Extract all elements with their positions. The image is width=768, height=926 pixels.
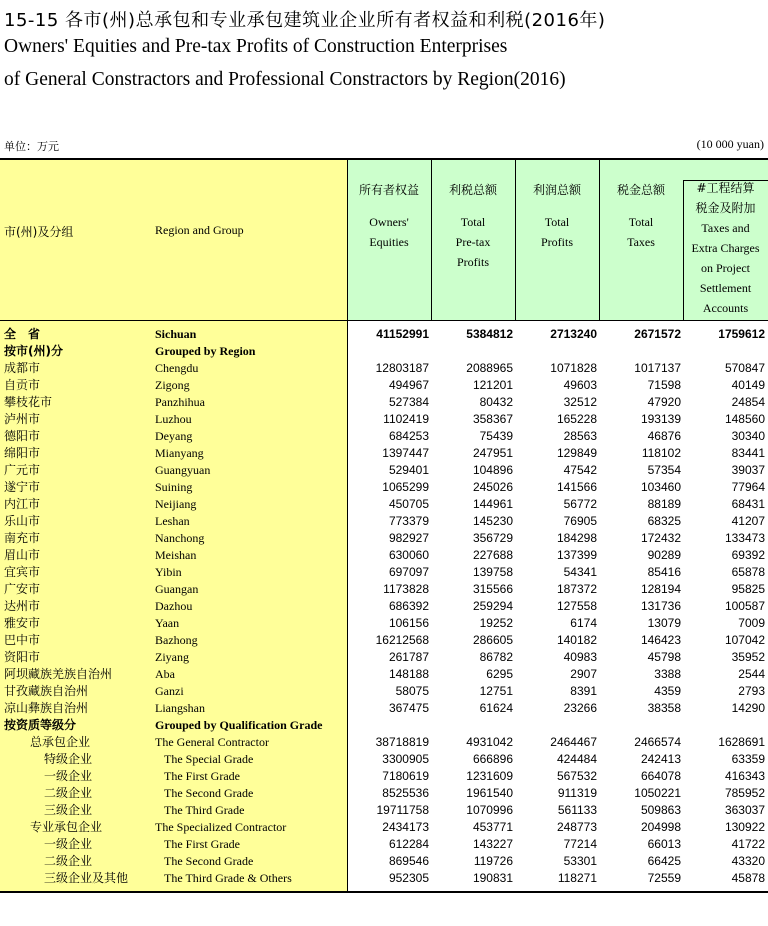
row-label-english: Liangshan bbox=[155, 701, 205, 715]
row-value: 129849 bbox=[556, 446, 597, 460]
row-value: 509863 bbox=[640, 803, 681, 817]
row-value: 286605 bbox=[472, 633, 513, 647]
row-value: 424484 bbox=[556, 752, 597, 766]
table-row bbox=[0, 751, 768, 768]
table-row bbox=[0, 445, 768, 462]
row-value: 45878 bbox=[731, 871, 765, 885]
row-value: 261787 bbox=[388, 650, 429, 664]
bottom-rule bbox=[0, 891, 768, 893]
row-value: 567532 bbox=[556, 769, 597, 783]
row-value: 612284 bbox=[388, 837, 429, 851]
row-label-chinese: 全 省 bbox=[4, 327, 41, 341]
row-value: 7180619 bbox=[382, 769, 429, 783]
row-value: 30340 bbox=[731, 429, 765, 443]
row-value: 103460 bbox=[640, 480, 681, 494]
row-label-chinese: 宜宾市 bbox=[4, 565, 41, 579]
table-row bbox=[0, 377, 768, 394]
row-value: 68325 bbox=[647, 514, 681, 528]
table-row bbox=[0, 394, 768, 411]
row-value: 869546 bbox=[388, 854, 429, 868]
row-value: 41722 bbox=[731, 837, 765, 851]
row-value: 127558 bbox=[556, 599, 597, 613]
row-label-chinese: 二级企业 bbox=[44, 854, 93, 868]
row-label-english: Mianyang bbox=[155, 446, 204, 460]
row-value: 133473 bbox=[724, 531, 765, 545]
row-value: 773379 bbox=[388, 514, 429, 528]
row-value: 1628691 bbox=[718, 735, 765, 749]
row-label-english: The Special Grade bbox=[164, 752, 254, 766]
row-value: 35952 bbox=[731, 650, 765, 664]
row-label-english: Nanchong bbox=[155, 531, 205, 545]
row-label-english: Guangan bbox=[155, 582, 199, 596]
table-row bbox=[0, 428, 768, 445]
row-value: 39037 bbox=[731, 463, 765, 477]
row-label-chinese: 达州市 bbox=[4, 599, 41, 613]
table-row bbox=[0, 462, 768, 479]
row-value: 2713240 bbox=[550, 327, 597, 341]
row-value: 146423 bbox=[640, 633, 681, 647]
table-row bbox=[0, 853, 768, 870]
row-value: 140182 bbox=[556, 633, 597, 647]
row-value: 570847 bbox=[724, 361, 765, 375]
row-value: 416343 bbox=[724, 769, 765, 783]
row-value: 1397447 bbox=[382, 446, 429, 460]
row-value: 2793 bbox=[738, 684, 765, 698]
row-value: 245026 bbox=[472, 480, 513, 494]
header-cn: 所有者权益 bbox=[358, 183, 419, 197]
header-en-line: Owners' bbox=[369, 215, 409, 229]
row-label-chinese: 二级企业 bbox=[44, 786, 93, 800]
row-value: 2464467 bbox=[550, 735, 597, 749]
table-row bbox=[0, 513, 768, 530]
table-row bbox=[0, 649, 768, 666]
row-value: 204998 bbox=[640, 820, 681, 834]
row-label-chinese: 特级企业 bbox=[44, 752, 93, 766]
row-value: 227688 bbox=[472, 548, 513, 562]
table-row bbox=[0, 632, 768, 649]
row-value: 4359 bbox=[654, 684, 681, 698]
header-settlement-taxes bbox=[683, 160, 768, 320]
row-value: 45798 bbox=[647, 650, 681, 664]
row-value: 38358 bbox=[647, 701, 681, 715]
header-region-english: Region and Group bbox=[155, 223, 244, 237]
row-value: 66013 bbox=[647, 837, 681, 851]
row-value: 2671572 bbox=[634, 327, 681, 341]
row-value: 2088965 bbox=[466, 361, 513, 375]
row-value: 1065299 bbox=[382, 480, 429, 494]
row-value: 119726 bbox=[473, 854, 513, 868]
row-value: 121201 bbox=[472, 378, 513, 392]
row-value: 5384812 bbox=[466, 327, 513, 341]
table-row bbox=[0, 717, 768, 734]
header-total-profits bbox=[515, 160, 599, 320]
row-value: 242413 bbox=[640, 752, 681, 766]
row-value: 38718819 bbox=[375, 735, 429, 749]
row-value: 66425 bbox=[647, 854, 681, 868]
row-value: 315566 bbox=[472, 582, 513, 596]
row-value: 2466574 bbox=[634, 735, 681, 749]
table-row bbox=[0, 564, 768, 581]
row-value: 47542 bbox=[563, 463, 597, 477]
table-row bbox=[0, 768, 768, 785]
row-value: 32512 bbox=[563, 395, 597, 409]
header-en-line: Total bbox=[460, 215, 486, 229]
row-label-chinese: 总承包企业 bbox=[30, 735, 91, 749]
row-label-english: Deyang bbox=[155, 429, 193, 443]
row-label-chinese: 内江市 bbox=[4, 497, 41, 511]
row-value: 141566 bbox=[556, 480, 597, 494]
row-label-chinese: 资阳市 bbox=[4, 650, 41, 664]
title-chinese: 15-15 各市(州)总承包和专业承包建筑业企业所有者权益和利税(2016年) bbox=[4, 10, 606, 31]
row-value: 2907 bbox=[570, 667, 597, 681]
row-value: 172432 bbox=[640, 531, 681, 545]
row-value: 46876 bbox=[647, 429, 681, 443]
row-label-chinese: 雅安市 bbox=[4, 616, 41, 630]
row-label-chinese: 德阳市 bbox=[4, 429, 41, 443]
row-label-english: Bazhong bbox=[155, 633, 198, 647]
table-row bbox=[0, 836, 768, 853]
row-label-english: The Third Grade bbox=[164, 803, 245, 817]
table-row bbox=[0, 598, 768, 615]
unit-label-chinese: 单位：万元 bbox=[4, 140, 59, 153]
row-value: 148560 bbox=[724, 412, 765, 426]
row-value: 71598 bbox=[647, 378, 681, 392]
row-label-english: Neijiang bbox=[155, 497, 197, 511]
row-value: 83441 bbox=[731, 446, 765, 460]
row-value: 72559 bbox=[647, 871, 681, 885]
row-value: 686392 bbox=[388, 599, 429, 613]
row-value: 1017137 bbox=[634, 361, 681, 375]
row-value: 86782 bbox=[479, 650, 513, 664]
row-value: 8525536 bbox=[382, 786, 429, 800]
row-value: 24854 bbox=[731, 395, 765, 409]
table-row bbox=[0, 700, 768, 717]
row-label-english: The Second Grade bbox=[164, 854, 254, 868]
row-value: 118102 bbox=[641, 446, 681, 460]
header-en bbox=[683, 218, 768, 318]
row-value: 785952 bbox=[724, 786, 765, 800]
row-label-english: Suining bbox=[155, 480, 193, 494]
header-total-taxes bbox=[599, 160, 683, 320]
header-owners-equities bbox=[347, 160, 431, 320]
table-row bbox=[0, 734, 768, 751]
row-label-english: Yaan bbox=[155, 616, 180, 630]
header-total-pretax-profits bbox=[431, 160, 515, 320]
row-label-chinese: 绵阳市 bbox=[4, 446, 41, 460]
row-value: 952305 bbox=[388, 871, 429, 885]
row-label-chinese: 广元市 bbox=[4, 463, 41, 477]
row-label-chinese: 一级企业 bbox=[44, 837, 93, 851]
header-en-line: Settlement bbox=[699, 281, 752, 295]
row-value: 23266 bbox=[563, 701, 597, 715]
row-value: 494967 bbox=[388, 378, 429, 392]
row-value: 80432 bbox=[479, 395, 513, 409]
row-value: 1071828 bbox=[550, 361, 597, 375]
row-value: 139758 bbox=[472, 565, 513, 579]
row-value: 1759612 bbox=[718, 327, 765, 341]
row-value: 53301 bbox=[563, 854, 597, 868]
header-en-line: Equities bbox=[369, 235, 409, 249]
row-value: 88189 bbox=[647, 497, 681, 511]
row-label-chinese: 专业承包企业 bbox=[30, 820, 103, 834]
row-value: 77964 bbox=[731, 480, 765, 494]
row-value: 8391 bbox=[570, 684, 597, 698]
row-value: 12751 bbox=[479, 684, 513, 698]
row-value: 77214 bbox=[563, 837, 597, 851]
row-value: 1961540 bbox=[466, 786, 513, 800]
row-label-english: Grouped by Qualification Grade bbox=[155, 718, 323, 732]
row-value: 1070996 bbox=[466, 803, 513, 817]
data-table-body bbox=[0, 326, 768, 887]
header-en-line: Pre-tax bbox=[455, 235, 491, 249]
header-en-line: Total bbox=[544, 215, 570, 229]
header-en bbox=[347, 212, 431, 252]
row-value: 19711758 bbox=[376, 803, 429, 817]
row-value: 1231609 bbox=[466, 769, 513, 783]
header-cn bbox=[683, 178, 768, 218]
header-en-line: Profits bbox=[456, 255, 489, 269]
table-row bbox=[0, 479, 768, 496]
row-label-english: The Third Grade & Others bbox=[164, 871, 292, 885]
row-value: 664078 bbox=[640, 769, 681, 783]
row-value: 85416 bbox=[647, 565, 681, 579]
row-value: 148188 bbox=[388, 667, 429, 681]
row-value: 145230 bbox=[472, 514, 513, 528]
table-row bbox=[0, 411, 768, 428]
row-value: 367475 bbox=[388, 701, 429, 715]
header-en-line: Taxes and bbox=[701, 221, 750, 235]
row-value: 130922 bbox=[724, 820, 765, 834]
row-value: 6174 bbox=[570, 616, 597, 630]
row-label-english: Dazhou bbox=[155, 599, 193, 613]
row-value: 247951 bbox=[472, 446, 513, 460]
row-value: 259294 bbox=[472, 599, 513, 613]
row-label-chinese: 乐山市 bbox=[4, 514, 41, 528]
row-value: 527384 bbox=[388, 395, 429, 409]
row-value: 184298 bbox=[556, 531, 597, 545]
row-value: 58075 bbox=[395, 684, 429, 698]
row-value: 630060 bbox=[388, 548, 429, 562]
row-label-english: Guangyuan bbox=[155, 463, 211, 477]
row-value: 666896 bbox=[472, 752, 513, 766]
row-value: 1173828 bbox=[383, 582, 429, 596]
row-value: 76905 bbox=[563, 514, 597, 528]
header-en-line: Accounts bbox=[702, 301, 749, 315]
header-en-line: Taxes bbox=[627, 235, 655, 249]
row-label-english: The General Contractor bbox=[155, 735, 269, 749]
table-row bbox=[0, 496, 768, 513]
row-value: 982927 bbox=[388, 531, 429, 545]
row-value: 54341 bbox=[563, 565, 597, 579]
row-value: 128194 bbox=[640, 582, 681, 596]
row-value: 684253 bbox=[388, 429, 429, 443]
row-label-english: The First Grade bbox=[164, 769, 240, 783]
row-value: 28563 bbox=[563, 429, 597, 443]
row-value: 90289 bbox=[647, 548, 681, 562]
row-label-chinese: 成都市 bbox=[4, 361, 41, 375]
row-label-english: Leshan bbox=[155, 514, 190, 528]
row-value: 100587 bbox=[724, 599, 765, 613]
row-label-english: Grouped by Region bbox=[155, 344, 256, 358]
header-cn-line: 税金及附加 bbox=[695, 201, 756, 215]
row-label-chinese: 泸州市 bbox=[4, 412, 41, 426]
row-value: 19252 bbox=[479, 616, 513, 630]
row-value: 131736 bbox=[640, 599, 681, 613]
table-row bbox=[0, 683, 768, 700]
row-label-english: Yibin bbox=[155, 565, 182, 579]
row-value: 450705 bbox=[388, 497, 429, 511]
row-value: 143227 bbox=[472, 837, 513, 851]
header-en bbox=[515, 212, 599, 252]
table-row bbox=[0, 326, 768, 343]
row-label-english: Chengdu bbox=[155, 361, 199, 375]
row-value: 363037 bbox=[724, 803, 765, 817]
row-label-english: Meishan bbox=[155, 548, 197, 562]
row-value: 4931042 bbox=[466, 735, 513, 749]
row-label-chinese: 遂宁市 bbox=[4, 480, 41, 494]
table-row bbox=[0, 360, 768, 377]
row-value: 40149 bbox=[731, 378, 765, 392]
row-value: 63359 bbox=[731, 752, 765, 766]
row-value: 529401 bbox=[388, 463, 429, 477]
row-value: 43320 bbox=[731, 854, 765, 868]
header-cn: 税金总额 bbox=[616, 183, 665, 197]
row-label-chinese: 阿坝藏族羌族自治州 bbox=[4, 667, 113, 681]
row-label-chinese: 南充市 bbox=[4, 531, 41, 545]
row-label-english: Sichuan bbox=[155, 327, 197, 341]
row-value: 358367 bbox=[472, 412, 513, 426]
row-value: 61624 bbox=[479, 701, 513, 715]
row-label-english: Panzhihua bbox=[155, 395, 205, 409]
table-row bbox=[0, 666, 768, 683]
row-value: 75439 bbox=[479, 429, 513, 443]
row-label-chinese: 按资质等级分 bbox=[4, 718, 77, 732]
header-cn-line: #工程结算 bbox=[696, 181, 755, 195]
row-label-english: The First Grade bbox=[164, 837, 240, 851]
row-value: 41207 bbox=[731, 514, 765, 528]
table-row bbox=[0, 785, 768, 802]
row-value: 193139 bbox=[640, 412, 681, 426]
row-value: 14290 bbox=[731, 701, 765, 715]
row-label-english: Aba bbox=[155, 667, 175, 681]
header-en-line: Extra Charges bbox=[691, 241, 760, 255]
row-value: 12803187 bbox=[375, 361, 429, 375]
row-value: 697097 bbox=[388, 565, 429, 579]
row-label-chinese: 按市(州)分 bbox=[4, 344, 63, 358]
row-value: 165228 bbox=[556, 412, 597, 426]
row-value: 3388 bbox=[654, 667, 681, 681]
row-value: 7009 bbox=[738, 616, 765, 630]
row-label-english: Ziyang bbox=[155, 650, 189, 664]
row-value: 16212568 bbox=[375, 633, 429, 647]
table-row bbox=[0, 343, 768, 360]
row-value: 356729 bbox=[472, 531, 513, 545]
row-value: 1102419 bbox=[383, 412, 429, 426]
header-en bbox=[599, 212, 683, 252]
unit-label-english: (10 000 yuan) bbox=[696, 137, 764, 151]
row-value: 2544 bbox=[738, 667, 765, 681]
row-label-chinese: 攀枝花市 bbox=[4, 395, 53, 409]
row-value: 118271 bbox=[557, 871, 597, 885]
header-en bbox=[431, 212, 515, 272]
header-en-line: on Project bbox=[701, 261, 750, 275]
row-value: 95825 bbox=[731, 582, 765, 596]
table-row bbox=[0, 547, 768, 564]
table-row bbox=[0, 581, 768, 598]
row-label-english: The Specialized Contractor bbox=[155, 820, 287, 834]
row-label-english: Luzhou bbox=[155, 412, 192, 426]
row-value: 248773 bbox=[556, 820, 597, 834]
row-label-english: The Second Grade bbox=[164, 786, 254, 800]
title-english-line2: of General Constractors and Professional Constractors by Region(2016) bbox=[4, 69, 566, 90]
header-rule bbox=[0, 320, 768, 321]
header-cn: 利税总额 bbox=[448, 183, 497, 197]
row-label-chinese: 三级企业及其他 bbox=[44, 871, 129, 885]
row-label-chinese: 三级企业 bbox=[44, 803, 93, 817]
row-value: 137399 bbox=[556, 548, 597, 562]
row-value: 47920 bbox=[647, 395, 681, 409]
row-value: 104896 bbox=[472, 463, 513, 477]
row-label-english: Ganzi bbox=[155, 684, 184, 698]
table-row bbox=[0, 530, 768, 547]
row-value: 13079 bbox=[647, 616, 681, 630]
row-label-chinese: 巴中市 bbox=[4, 633, 41, 647]
row-value: 40983 bbox=[563, 650, 597, 664]
row-value: 68431 bbox=[731, 497, 765, 511]
row-value: 56772 bbox=[563, 497, 597, 511]
table-row bbox=[0, 819, 768, 836]
row-label-chinese: 自贡市 bbox=[4, 378, 41, 392]
row-value: 49603 bbox=[563, 378, 597, 392]
row-value: 3300905 bbox=[382, 752, 429, 766]
row-value: 106156 bbox=[388, 616, 429, 630]
row-value: 144961 bbox=[472, 497, 513, 511]
table-row bbox=[0, 615, 768, 632]
table-row bbox=[0, 870, 768, 887]
row-value: 911319 bbox=[557, 786, 597, 800]
row-value: 41152991 bbox=[376, 327, 429, 341]
row-value: 107042 bbox=[724, 633, 765, 647]
header-en-line: Profits bbox=[540, 235, 573, 249]
row-value: 2434173 bbox=[382, 820, 429, 834]
row-value: 561133 bbox=[557, 803, 597, 817]
row-value: 453771 bbox=[472, 820, 513, 834]
table-row bbox=[0, 802, 768, 819]
row-value: 6295 bbox=[486, 667, 513, 681]
row-label-chinese: 凉山彝族自治州 bbox=[4, 701, 89, 715]
row-label-chinese: 眉山市 bbox=[4, 548, 41, 562]
row-value: 69392 bbox=[731, 548, 765, 562]
row-value: 1050221 bbox=[634, 786, 681, 800]
row-value: 190831 bbox=[472, 871, 513, 885]
row-value: 57354 bbox=[647, 463, 681, 477]
header-en-line: Total bbox=[628, 215, 654, 229]
row-value: 187372 bbox=[556, 582, 597, 596]
row-label-chinese: 甘孜藏族自治州 bbox=[4, 684, 89, 698]
row-value: 65878 bbox=[731, 565, 765, 579]
row-label-chinese: 广安市 bbox=[4, 582, 41, 596]
row-label-english: Zigong bbox=[155, 378, 190, 392]
title-english-line1: Owners' Equities and Pre-tax Profits of Construction Enterprises bbox=[4, 36, 508, 57]
header-cn: 利润总额 bbox=[532, 183, 581, 197]
row-label-chinese: 一级企业 bbox=[44, 769, 93, 783]
header-region-chinese: 市(州)及分组 bbox=[4, 225, 74, 239]
